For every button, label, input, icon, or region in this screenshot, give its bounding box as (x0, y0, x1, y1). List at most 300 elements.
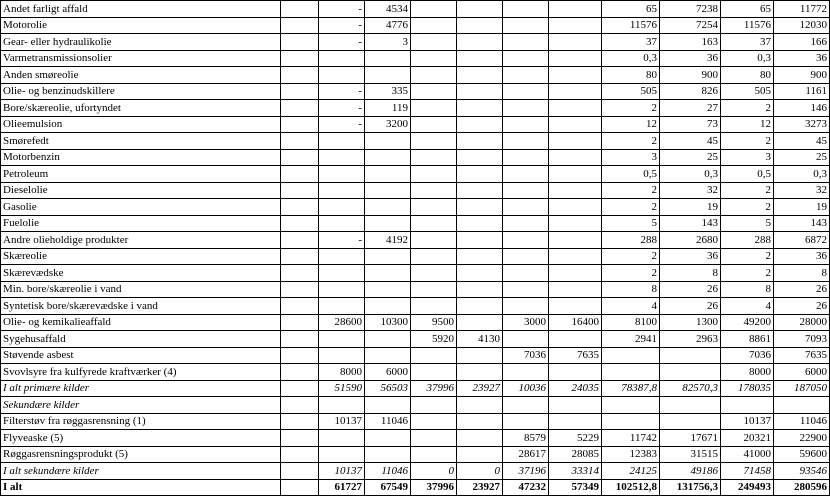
table-cell: 0 (411, 463, 457, 480)
table-cell: 3 (721, 149, 774, 166)
table-cell (365, 248, 411, 265)
table-cell: 2963 (660, 331, 721, 348)
table-row (1, 100, 830, 117)
table-cell: 8861 (721, 331, 774, 348)
row-label: Olie- og benzinudskillere (1, 83, 281, 100)
table-cell: 23927 (457, 380, 503, 397)
table-cell (721, 397, 774, 414)
table-cell (549, 182, 602, 199)
table-cell (503, 34, 549, 51)
table-cell: 6000 (365, 364, 411, 381)
table-cell: 25 (774, 149, 830, 166)
table-cell: 7093 (774, 331, 830, 348)
table-cell: 23927 (457, 479, 503, 496)
table-cell (281, 298, 319, 315)
table-cell: 2 (721, 248, 774, 265)
table-cell: 2 (721, 100, 774, 117)
table-cell: 3000 (503, 314, 549, 331)
table-cell (457, 17, 503, 34)
table-cell (319, 149, 365, 166)
table-row (1, 479, 830, 496)
table-cell: 8579 (503, 430, 549, 447)
table-cell: 45 (660, 133, 721, 150)
table-cell: 19 (660, 199, 721, 216)
table-cell (281, 463, 319, 480)
table-cell (281, 133, 319, 150)
row-label: Varmetransmissionsolier (1, 50, 281, 67)
row-label: Skærevædske (1, 265, 281, 282)
table-cell (411, 83, 457, 100)
table-cell (281, 17, 319, 34)
table-cell: 28000 (774, 314, 830, 331)
table-cell: 7036 (721, 347, 774, 364)
table-cell (503, 265, 549, 282)
table-cell (281, 446, 319, 463)
table-cell: - (319, 17, 365, 34)
table-cell: 45 (774, 133, 830, 150)
table-cell: 17671 (660, 430, 721, 447)
table-cell: 27 (660, 100, 721, 117)
table-cell (281, 479, 319, 496)
table-cell (411, 50, 457, 67)
table-cell (457, 281, 503, 298)
table-row (1, 446, 830, 463)
table-cell: 10300 (365, 314, 411, 331)
table-cell (602, 413, 660, 430)
table-cell: 10137 (721, 413, 774, 430)
table-cell: 24125 (602, 463, 660, 480)
table-cell (457, 215, 503, 232)
row-label: Olieemulsion (1, 116, 281, 133)
table-cell (411, 116, 457, 133)
row-label: Syntetisk bore/skærevædske i vand (1, 298, 281, 315)
table-cell: 12 (721, 116, 774, 133)
table-cell (503, 133, 549, 150)
table-cell: 2 (602, 182, 660, 199)
table-cell: 8000 (721, 364, 774, 381)
table-row (1, 34, 830, 51)
table-cell: 8 (602, 281, 660, 298)
table-cell: 900 (774, 67, 830, 84)
table-cell: 22900 (774, 430, 830, 447)
table-cell: 4 (602, 298, 660, 315)
row-label: Fuelolie (1, 215, 281, 232)
table-cell: 131756,3 (660, 479, 721, 496)
table-cell (319, 446, 365, 463)
table-cell: 7036 (503, 347, 549, 364)
table-cell: 3200 (365, 116, 411, 133)
table-row (1, 50, 830, 67)
table-cell (411, 347, 457, 364)
table-cell (411, 281, 457, 298)
table-cell: 51590 (319, 380, 365, 397)
table-cell (365, 199, 411, 216)
table-row (1, 281, 830, 298)
table-cell: 8 (721, 281, 774, 298)
table-cell (457, 248, 503, 265)
table-cell: 2 (602, 100, 660, 117)
table-cell: 288 (721, 232, 774, 249)
table-cell: 2 (602, 248, 660, 265)
table-cell: 178035 (721, 380, 774, 397)
row-label: I alt sekundære kilder (1, 463, 281, 480)
table-cell (503, 248, 549, 265)
table-row (1, 83, 830, 100)
table-cell: 166 (774, 34, 830, 51)
table-cell (411, 133, 457, 150)
table-cell (457, 166, 503, 183)
table-cell (411, 182, 457, 199)
table-cell (457, 347, 503, 364)
table-row (1, 314, 830, 331)
table-cell (457, 265, 503, 282)
table-cell (549, 83, 602, 100)
table-cell: 11576 (721, 17, 774, 34)
table-cell: 26 (660, 281, 721, 298)
table-cell (503, 413, 549, 430)
table-cell: 16400 (549, 314, 602, 331)
table-cell (503, 281, 549, 298)
table-cell: 0 (457, 463, 503, 480)
table-cell: 8000 (319, 364, 365, 381)
table-cell (549, 133, 602, 150)
table-cell (503, 215, 549, 232)
table-cell (319, 281, 365, 298)
table-cell: 4776 (365, 17, 411, 34)
table-cell (281, 364, 319, 381)
row-label: Petroleum (1, 166, 281, 183)
table-cell (503, 116, 549, 133)
table-row (1, 67, 830, 84)
table-cell (549, 232, 602, 249)
table-cell: 61727 (319, 479, 365, 496)
table-cell (549, 331, 602, 348)
table-row (1, 265, 830, 282)
table-cell (411, 34, 457, 51)
table-cell: 102512,8 (602, 479, 660, 496)
table-cell: 26 (774, 298, 830, 315)
table-cell (281, 116, 319, 133)
table-cell: 65 (602, 1, 660, 18)
table-cell: 280596 (774, 479, 830, 496)
table-cell: 900 (660, 67, 721, 84)
table-cell (549, 149, 602, 166)
table-cell: 4130 (457, 331, 503, 348)
row-label: Bore/skæreolie, ufortyndet (1, 100, 281, 117)
table-cell: 67549 (365, 479, 411, 496)
table-cell (457, 116, 503, 133)
table-cell (281, 149, 319, 166)
table-cell (281, 331, 319, 348)
table-cell: 10036 (503, 380, 549, 397)
table-cell: 119 (365, 100, 411, 117)
table-cell: 12 (602, 116, 660, 133)
table-cell (660, 364, 721, 381)
table-cell (457, 364, 503, 381)
table-cell: 71458 (721, 463, 774, 480)
table-row (1, 149, 830, 166)
table-cell (602, 364, 660, 381)
table-cell (549, 199, 602, 216)
table-cell: 73 (660, 116, 721, 133)
table-cell (549, 413, 602, 430)
table-cell: 143 (660, 215, 721, 232)
table-cell (549, 67, 602, 84)
table-cell (457, 314, 503, 331)
table-cell: 37996 (411, 479, 457, 496)
table-cell: - (319, 232, 365, 249)
table-cell (602, 397, 660, 414)
table-cell (319, 331, 365, 348)
table-cell: 47232 (503, 479, 549, 496)
table-cell (365, 397, 411, 414)
table-cell: 80 (602, 67, 660, 84)
table-cell: 2 (721, 182, 774, 199)
table-cell: 24035 (549, 380, 602, 397)
row-label: Andet farligt affald (1, 1, 281, 18)
table-cell (319, 397, 365, 414)
table-cell: 36 (774, 248, 830, 265)
table-cell (503, 182, 549, 199)
table-cell (281, 232, 319, 249)
table-cell (549, 34, 602, 51)
table-row (1, 215, 830, 232)
table-cell (365, 331, 411, 348)
table-cell (457, 413, 503, 430)
table-cell: 0,3 (721, 50, 774, 67)
table-cell (281, 182, 319, 199)
table-cell (319, 166, 365, 183)
table-cell: 11046 (365, 413, 411, 430)
table-cell (319, 67, 365, 84)
table-cell (503, 364, 549, 381)
table-row (1, 248, 830, 265)
table-cell (503, 83, 549, 100)
table-cell (411, 298, 457, 315)
table-cell (457, 199, 503, 216)
table-cell (319, 265, 365, 282)
table-cell: 28617 (503, 446, 549, 463)
table-cell: 1161 (774, 83, 830, 100)
table-cell (549, 265, 602, 282)
table-cell (365, 446, 411, 463)
table-cell: 36 (774, 50, 830, 67)
table-cell (660, 397, 721, 414)
table-cell (457, 50, 503, 67)
table-cell (319, 133, 365, 150)
table-cell: 20321 (721, 430, 774, 447)
table-cell: 37 (602, 34, 660, 51)
row-label: Motorolie (1, 17, 281, 34)
table-cell (503, 199, 549, 216)
table-cell (365, 430, 411, 447)
table-cell: 11742 (602, 430, 660, 447)
table-cell (549, 364, 602, 381)
table-cell: 56503 (365, 380, 411, 397)
table-cell (281, 67, 319, 84)
table-cell (549, 116, 602, 133)
table-cell: 143 (774, 215, 830, 232)
table-cell (549, 50, 602, 67)
table-cell (503, 50, 549, 67)
table-cell (319, 182, 365, 199)
table-cell (411, 430, 457, 447)
table-cell (503, 331, 549, 348)
table-cell: 5229 (549, 430, 602, 447)
table-cell: 37996 (411, 380, 457, 397)
table-cell: 78387,8 (602, 380, 660, 397)
table-cell: 5 (602, 215, 660, 232)
table-cell: 8 (660, 265, 721, 282)
table-cell: 93546 (774, 463, 830, 480)
table-cell: 5920 (411, 331, 457, 348)
table-cell (281, 413, 319, 430)
table-cell (365, 67, 411, 84)
row-label: Min. bore/skæreolie i vand (1, 281, 281, 298)
row-label: Olie- og kemikalieaffald (1, 314, 281, 331)
table-cell (549, 100, 602, 117)
row-label: Sygehusaffald (1, 331, 281, 348)
table-cell (281, 50, 319, 67)
table-cell (365, 182, 411, 199)
table-cell (457, 34, 503, 51)
table-cell (365, 166, 411, 183)
table-cell: 37196 (503, 463, 549, 480)
row-label: Dieselolie (1, 182, 281, 199)
table-cell (281, 347, 319, 364)
table-cell: 3273 (774, 116, 830, 133)
table-cell (457, 430, 503, 447)
table-cell (319, 347, 365, 364)
table-cell (281, 1, 319, 18)
table-cell: 11046 (774, 413, 830, 430)
table-cell (457, 232, 503, 249)
table-cell (411, 364, 457, 381)
table-cell: 3 (602, 149, 660, 166)
row-label: Motorbenzin (1, 149, 281, 166)
row-label: Smørefedt (1, 133, 281, 150)
table-cell: 826 (660, 83, 721, 100)
table-cell (549, 248, 602, 265)
table-cell (411, 149, 457, 166)
table-cell (503, 17, 549, 34)
table-cell (411, 199, 457, 216)
table-cell (457, 100, 503, 117)
table-cell: 7635 (774, 347, 830, 364)
table-cell: 36 (660, 50, 721, 67)
row-label: Røggasrensningsprodukt (5) (1, 446, 281, 463)
table-cell: 2 (721, 265, 774, 282)
table-cell (774, 397, 830, 414)
table-cell (281, 397, 319, 414)
row-label: Støvende asbest (1, 347, 281, 364)
row-label: Skæreolie (1, 248, 281, 265)
table-cell: 41000 (721, 446, 774, 463)
table-cell: 505 (602, 83, 660, 100)
table-cell: 335 (365, 83, 411, 100)
table-cell (457, 446, 503, 463)
row-label: Filterstøv fra røggasrensning (1) (1, 413, 281, 430)
table-row (1, 182, 830, 199)
table-cell: 2 (602, 265, 660, 282)
table-row (1, 364, 830, 381)
table-cell (503, 1, 549, 18)
table-cell: 249493 (721, 479, 774, 496)
table-row (1, 413, 830, 430)
table-cell (319, 199, 365, 216)
table-cell: 28600 (319, 314, 365, 331)
table-cell (549, 397, 602, 414)
table-cell (549, 281, 602, 298)
table-cell: 32 (660, 182, 721, 199)
table-cell (281, 215, 319, 232)
table-cell: - (319, 83, 365, 100)
table-cell (411, 413, 457, 430)
table-cell (457, 67, 503, 84)
row-label: Flyveaske (5) (1, 430, 281, 447)
table-cell: 49200 (721, 314, 774, 331)
table-row (1, 463, 830, 480)
table-cell (319, 430, 365, 447)
table-cell: 9500 (411, 314, 457, 331)
table-cell (549, 166, 602, 183)
table-cell: 11576 (602, 17, 660, 34)
table-cell (503, 100, 549, 117)
table-row (1, 1, 830, 18)
table-row (1, 199, 830, 216)
table-cell: 12030 (774, 17, 830, 34)
table-cell (549, 215, 602, 232)
table-cell (457, 298, 503, 315)
table-cell (411, 1, 457, 18)
table-cell (281, 166, 319, 183)
table-cell: 11046 (365, 463, 411, 480)
table-cell (411, 215, 457, 232)
table-cell: 28085 (549, 446, 602, 463)
table-cell: 4 (721, 298, 774, 315)
table-cell (365, 265, 411, 282)
table-cell (411, 446, 457, 463)
table-row (1, 331, 830, 348)
row-label: Gear- eller hydraulikolie (1, 34, 281, 51)
table-cell: 2941 (602, 331, 660, 348)
table-cell: 163 (660, 34, 721, 51)
table-cell: 26 (774, 281, 830, 298)
table-cell (319, 215, 365, 232)
row-label: Anden smøreolie (1, 67, 281, 84)
table-cell (281, 281, 319, 298)
table-row (1, 133, 830, 150)
table-cell (411, 166, 457, 183)
table-cell (411, 248, 457, 265)
table-row (1, 298, 830, 315)
table-cell: 11772 (774, 1, 830, 18)
table-cell: 2 (721, 199, 774, 216)
table-cell (457, 1, 503, 18)
table-row (1, 380, 830, 397)
table-cell: 7254 (660, 17, 721, 34)
table-cell (411, 232, 457, 249)
table-cell (281, 199, 319, 216)
table-cell: 2 (721, 133, 774, 150)
table-cell (457, 149, 503, 166)
table-cell (660, 413, 721, 430)
table-cell: 187050 (774, 380, 830, 397)
table-cell: 19 (774, 199, 830, 216)
table-cell (319, 248, 365, 265)
table-cell (457, 182, 503, 199)
table-cell: 80 (721, 67, 774, 84)
